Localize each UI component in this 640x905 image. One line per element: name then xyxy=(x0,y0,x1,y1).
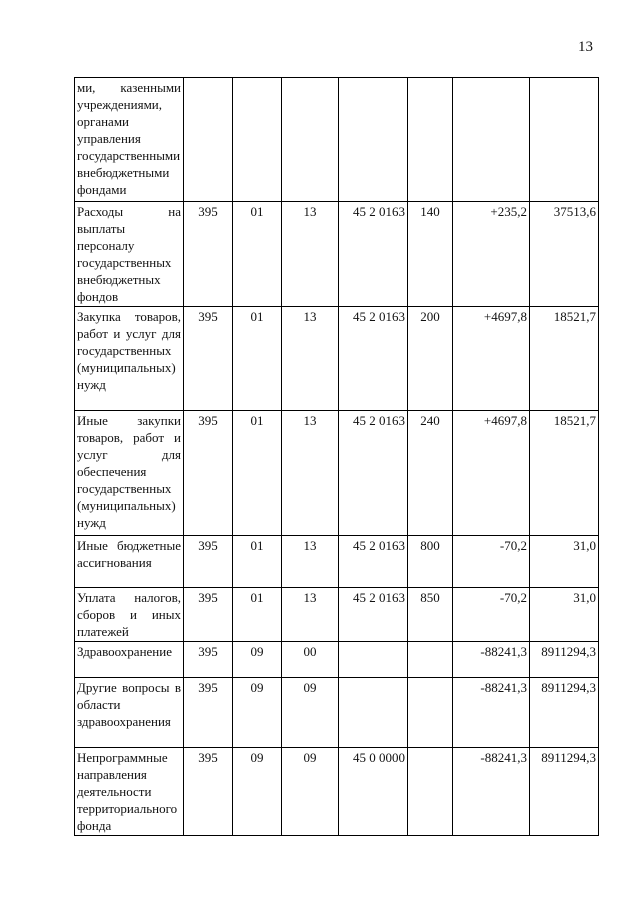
cell-admin: 395 xyxy=(184,536,233,588)
cell-total: 18521,7 xyxy=(530,411,599,536)
cell-podrazdel: 00 xyxy=(282,642,339,678)
cell-total: 37513,6 xyxy=(530,202,599,307)
cell-razdel: 09 xyxy=(233,748,282,836)
cell-razdel: 01 xyxy=(233,411,282,536)
cell-vr: 140 xyxy=(408,202,453,307)
cell-razdel: 01 xyxy=(233,536,282,588)
table-row xyxy=(75,202,599,307)
cell-vr: 800 xyxy=(408,536,453,588)
cell-podrazdel: 13 xyxy=(282,536,339,588)
cell-total xyxy=(530,78,599,202)
page-number: 13 xyxy=(578,39,593,55)
cell-change: +4697,8 xyxy=(453,307,530,411)
cell-csr: 45 2 0163 xyxy=(339,307,408,411)
cell-csr: 45 0 0000 xyxy=(339,748,408,836)
table-row xyxy=(75,536,599,588)
cell-change: -70,2 xyxy=(453,588,530,642)
cell-vr: 200 xyxy=(408,307,453,411)
cell-total: 8911294,3 xyxy=(530,678,599,748)
cell-razdel: 09 xyxy=(233,642,282,678)
cell-name: Закупка товаров, работ и услуг для государственных (муниципальных) нужд xyxy=(75,307,184,411)
cell-change: -88241,3 xyxy=(453,748,530,836)
cell-podrazdel: 13 xyxy=(282,411,339,536)
table-row xyxy=(75,588,599,642)
cell-name: Другие вопросы в области здравоохранения xyxy=(75,678,184,748)
cell-csr: 45 2 0163 xyxy=(339,588,408,642)
cell-total: 8911294,3 xyxy=(530,642,599,678)
cell-change: -88241,3 xyxy=(453,678,530,748)
cell-name: Иные бюджетные ассигнования xyxy=(75,536,184,588)
cell-admin: 395 xyxy=(184,307,233,411)
table-row xyxy=(75,642,599,678)
cell-razdel: 01 xyxy=(233,202,282,307)
cell-change: -88241,3 xyxy=(453,642,530,678)
table-row xyxy=(75,307,599,411)
cell-name: Уплата налогов, сборов и иных платежей xyxy=(75,588,184,642)
cell-csr: 45 2 0163 xyxy=(339,411,408,536)
cell-podrazdel: 09 xyxy=(282,678,339,748)
cell-razdel: 01 xyxy=(233,307,282,411)
cell-podrazdel: 09 xyxy=(282,748,339,836)
cell-admin: 395 xyxy=(184,642,233,678)
cell-csr xyxy=(339,642,408,678)
cell-change xyxy=(453,78,530,202)
cell-csr: 45 2 0163 xyxy=(339,202,408,307)
cell-admin: 395 xyxy=(184,748,233,836)
cell-vr: 240 xyxy=(408,411,453,536)
cell-csr: 45 2 0163 xyxy=(339,536,408,588)
cell-vr xyxy=(408,748,453,836)
cell-razdel: 09 xyxy=(233,678,282,748)
cell-name: Здравоохранение xyxy=(75,642,184,678)
cell-podrazdel: 13 xyxy=(282,202,339,307)
cell-total: 31,0 xyxy=(530,588,599,642)
cell-total: 18521,7 xyxy=(530,307,599,411)
cell-change: +4697,8 xyxy=(453,411,530,536)
cell-razdel: 01 xyxy=(233,588,282,642)
table-row xyxy=(75,678,599,748)
cell-total: 8911294,3 xyxy=(530,748,599,836)
cell-admin: 395 xyxy=(184,678,233,748)
cell-razdel xyxy=(233,78,282,202)
budget-table xyxy=(74,77,599,836)
cell-name: Расходы на выплаты персоналу государственных внебюджетных фондов xyxy=(75,202,184,307)
cell-change: -70,2 xyxy=(453,536,530,588)
cell-name: Непрограммные направления деятельности территориального фонда xyxy=(75,748,184,836)
cell-vr: 850 xyxy=(408,588,453,642)
cell-total: 31,0 xyxy=(530,536,599,588)
table-row xyxy=(75,748,599,836)
cell-admin xyxy=(184,78,233,202)
table-row xyxy=(75,78,599,202)
cell-vr xyxy=(408,678,453,748)
cell-podrazdel: 13 xyxy=(282,588,339,642)
cell-vr xyxy=(408,642,453,678)
cell-podrazdel xyxy=(282,78,339,202)
cell-podrazdel: 13 xyxy=(282,307,339,411)
cell-vr xyxy=(408,78,453,202)
cell-admin: 395 xyxy=(184,202,233,307)
cell-admin: 395 xyxy=(184,588,233,642)
cell-csr xyxy=(339,678,408,748)
cell-name: Иные закупки товаров, работ и услуг для обеспечения государственных (муниципальных) нужд xyxy=(75,411,184,536)
cell-change: +235,2 xyxy=(453,202,530,307)
table-row xyxy=(75,411,599,536)
cell-name: ми, казенными учреждениями, органами управления государственными внебюджетными фондами xyxy=(75,78,184,202)
cell-csr xyxy=(339,78,408,202)
cell-admin: 395 xyxy=(184,411,233,536)
